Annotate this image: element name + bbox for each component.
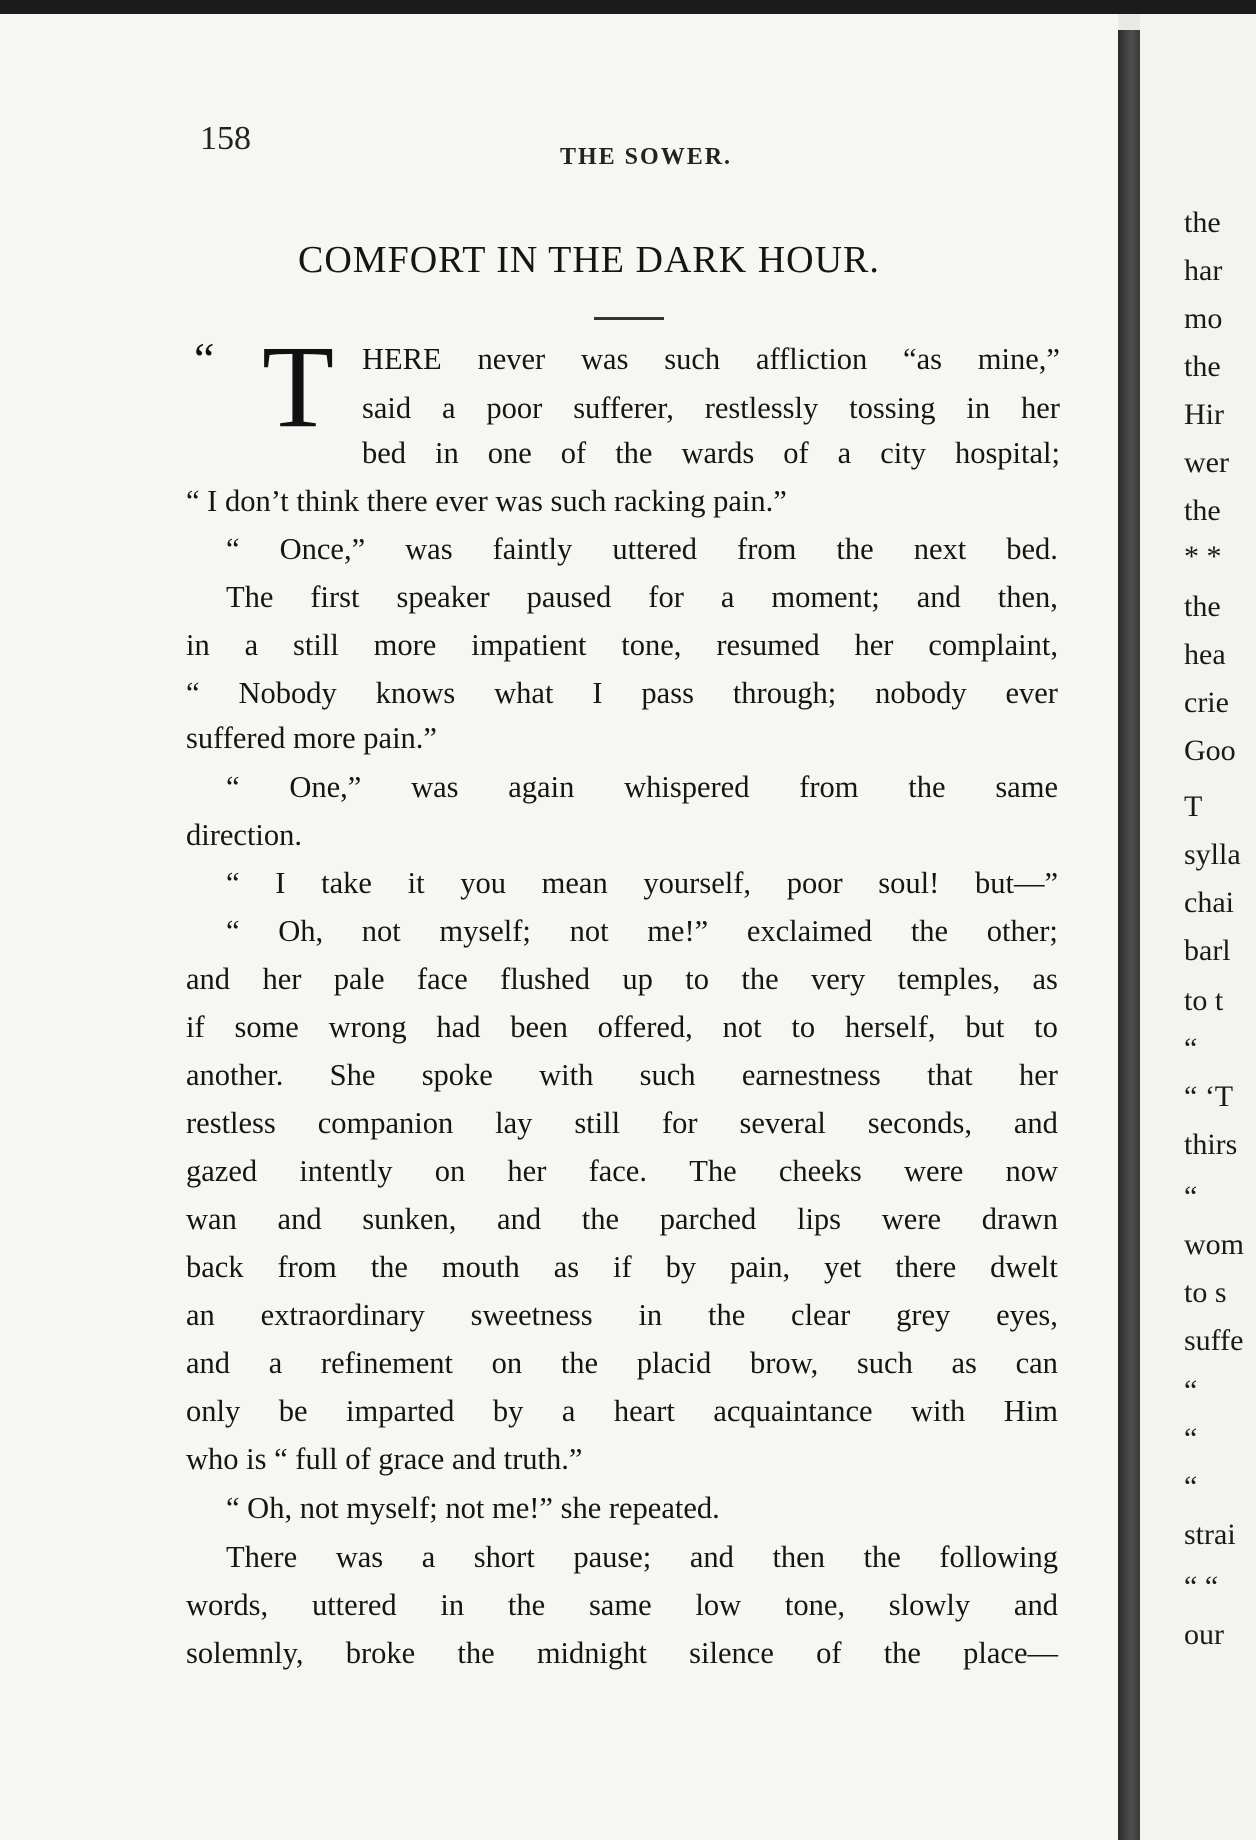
facing-page-line: wom: [1184, 1228, 1244, 1261]
text-line: gazed intently on her face. The cheeks were now: [186, 1154, 1058, 1188]
book-gutter: [1118, 30, 1140, 1840]
text-line: only be imparted by a heart acquaintance with Him: [186, 1394, 1058, 1428]
facing-page-line: Hir: [1184, 398, 1224, 431]
facing-page-line: “: [1184, 1180, 1198, 1213]
text-line: and a refinement on the placid brow, such as can: [186, 1346, 1058, 1380]
facing-page-line: chai: [1184, 886, 1234, 919]
text-line: and her pale face flushed up to the very temples, as: [186, 962, 1058, 996]
text-line: who is “ full of grace and truth.”: [186, 1442, 583, 1476]
facing-page-line: “: [1184, 1374, 1198, 1407]
title-rule: [594, 317, 664, 320]
text-line: in a still more impatient tone, resumed her complaint,: [186, 628, 1058, 662]
text-line: HERE never was such affliction “as mine,”: [362, 342, 1060, 376]
facing-page-line: wer: [1184, 446, 1229, 479]
text-line: “ Nobody knows what I pass through; nobody ever: [186, 676, 1058, 710]
text-line: said a poor sufferer, restlessly tossing in her: [362, 391, 1060, 425]
text-line: suffered more pain.”: [186, 721, 437, 755]
facing-page-line: to t: [1184, 984, 1224, 1017]
facing-page-line: “: [1184, 1422, 1198, 1455]
facing-page-line: strai: [1184, 1518, 1236, 1551]
drop-quote-mark: “: [194, 333, 215, 384]
facing-page-line: suffe: [1184, 1324, 1244, 1357]
facing-page-line: “ ‘T: [1184, 1080, 1234, 1113]
text-line: “ I take it you mean yourself, poor soul! but—”: [226, 866, 1058, 900]
text-line: “ Oh, not myself; not me!” exclaimed the other;: [226, 914, 1058, 948]
running-head: THE SOWER.: [560, 144, 733, 170]
facing-page-line: the: [1184, 350, 1221, 383]
text-line: restless companion lay still for several seconds, and: [186, 1106, 1058, 1140]
text-line: bed in one of the wards of a city hospital;: [362, 436, 1060, 470]
text-line: “ Once,” was faintly uttered from the next bed.: [226, 532, 1058, 566]
text-line: words, uttered in the same low tone, slowly and: [186, 1588, 1058, 1622]
text-line: wan and sunken, and the parched lips were drawn: [186, 1202, 1058, 1236]
facing-page-line: the: [1184, 590, 1221, 623]
facing-page-line: the: [1184, 494, 1221, 527]
facing-page-line: “ “: [1184, 1570, 1219, 1603]
page-number: 158: [200, 120, 251, 157]
facing-page: [1140, 14, 1256, 1840]
text-line: back from the mouth as if by pain, yet there dwelt: [186, 1250, 1058, 1284]
text-line: “ Oh, not myself; not me!” she repeated.: [226, 1491, 720, 1525]
facing-page-line: Goo: [1184, 734, 1236, 767]
text-line: “ I don’t think there ever was such racking pain.”: [186, 484, 787, 518]
text-line: an extraordinary sweetness in the clear grey eyes,: [186, 1298, 1058, 1332]
text-line: The first speaker paused for a moment; and then,: [226, 580, 1058, 614]
facing-page-line: thirs: [1184, 1128, 1238, 1161]
text-line: There was a short pause; and then the following: [226, 1540, 1058, 1574]
article-title: COMFORT IN THE DARK HOUR.: [298, 239, 880, 281]
text-line: “ One,” was again whispered from the same: [226, 770, 1058, 804]
facing-page-line: har: [1184, 254, 1223, 287]
facing-page-line: T: [1184, 790, 1203, 823]
text-line: if some wrong had been offered, not to herself, but to: [186, 1010, 1058, 1044]
drop-cap: T: [262, 321, 335, 452]
text-line: another. She spoke with such earnestness that her: [186, 1058, 1058, 1092]
facing-page-line: “: [1184, 1470, 1198, 1503]
scan-top-edge: [0, 0, 1256, 14]
facing-page-line: the: [1184, 206, 1221, 239]
facing-page-line: mo: [1184, 302, 1223, 335]
facing-page-line: hea: [1184, 638, 1226, 671]
facing-page-line: to s: [1184, 1276, 1227, 1309]
text-line: solemnly, broke the midnight silence of the place—: [186, 1636, 1058, 1670]
facing-page-line: barl: [1184, 934, 1231, 967]
facing-page-line: crie: [1184, 686, 1229, 719]
facing-page-line: our: [1184, 1618, 1224, 1651]
facing-page-line: sylla: [1184, 838, 1241, 871]
facing-page-line: * *: [1184, 540, 1222, 573]
text-line: direction.: [186, 818, 303, 852]
facing-page-line: “: [1184, 1032, 1198, 1065]
left-page: [0, 14, 1118, 1840]
